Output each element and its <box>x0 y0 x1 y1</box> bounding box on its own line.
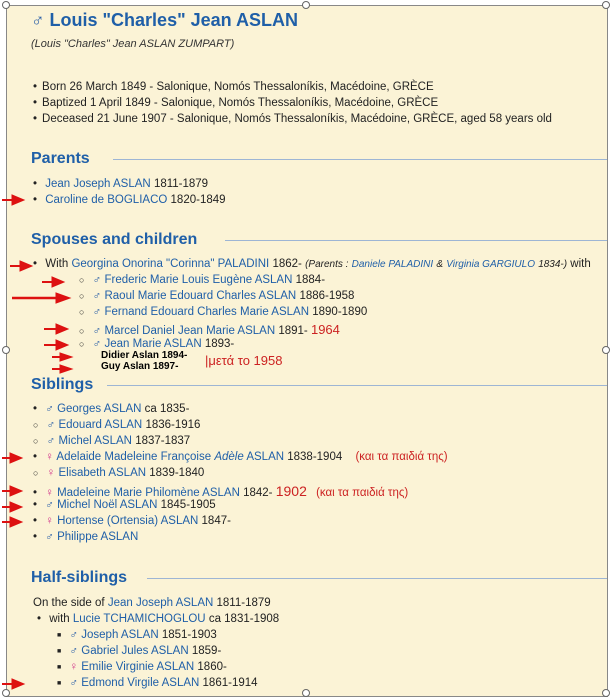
female-icon: ♀ <box>45 451 54 463</box>
half-sibling-with <box>37 613 279 625</box>
section-divider <box>107 385 607 386</box>
resize-handle[interactable] <box>302 1 310 9</box>
sibling-surname: ASLAN <box>246 451 285 463</box>
section-title-parents: Parents <box>31 150 90 167</box>
child-dates: 1893- <box>204 338 235 350</box>
half-sibling-dates: 1859- <box>191 645 222 657</box>
side-prefix: On the side of <box>33 597 105 609</box>
child-item <box>79 322 340 337</box>
sibling-link[interactable]: Elisabeth ASLAN <box>58 467 147 479</box>
sibling-item <box>33 451 448 463</box>
male-symbol-icon: ♂ <box>31 10 45 30</box>
child-dates: 1884- <box>295 274 326 286</box>
page-title: Louis "Charles" Jean ASLAN <box>49 10 298 30</box>
child-dates: 1890-1890 <box>312 306 368 318</box>
male-icon: ♂ <box>45 403 54 415</box>
handwritten-child-1: Didier Aslan 1894- <box>101 350 188 361</box>
female-icon: ♀ <box>45 487 54 499</box>
half-sibling-side <box>33 597 271 609</box>
sibling-dates: 1838-1904 <box>287 451 343 463</box>
male-icon: ♂ <box>69 645 79 657</box>
with-label: with <box>49 613 70 625</box>
sibling-dates: 1845-1905 <box>160 499 216 511</box>
male-icon: ♂ <box>92 338 102 350</box>
parent-item <box>33 178 208 190</box>
parent-item <box>33 194 226 206</box>
half-sibling-link[interactable]: Gabriel Jules ASLAN <box>81 645 189 657</box>
spouse-row <box>33 258 591 270</box>
annotation-after-1958: |μετά το 1958 <box>205 353 283 368</box>
child-dates: 1886-1958 <box>299 290 355 302</box>
child-dates: 1891- <box>278 325 308 337</box>
female-icon: ♀ <box>45 515 54 527</box>
side-dates: 1811-1879 <box>216 597 271 609</box>
male-icon: ♂ <box>69 677 79 689</box>
female-icon: ♀ <box>46 467 56 479</box>
sibling-link[interactable]: Madeleine Marie Philomène ASLAN <box>57 487 240 499</box>
half-sibling-dates: 1861-1914 <box>202 677 258 689</box>
other-parent-dates: ca 1831-1908 <box>208 613 280 625</box>
genealogy-page <box>6 5 608 697</box>
parent-link-father[interactable]: Jean Joseph ASLAN <box>45 178 151 190</box>
child-link[interactable]: Frederic Marie Louis Eugène ASLAN <box>104 274 293 286</box>
sibling-link[interactable]: Michel Noël ASLAN <box>57 499 158 511</box>
spouse-parent-link-1[interactable]: Daniele PALADINI <box>351 259 434 270</box>
sibling-item <box>33 419 200 431</box>
male-icon: ♂ <box>92 274 102 286</box>
half-sibling-item <box>57 661 227 673</box>
resize-handle[interactable] <box>2 346 10 354</box>
sibling-link[interactable] <box>56 451 284 463</box>
male-icon: ♂ <box>69 629 79 641</box>
parent-dates: 1820-1849 <box>170 194 226 206</box>
child-link[interactable]: Raoul Marie Edouard Charles ASLAN <box>104 290 297 302</box>
resize-handle[interactable] <box>302 689 310 697</box>
child-link[interactable]: Jean Marie ASLAN <box>104 338 202 350</box>
resize-handle[interactable] <box>602 1 610 9</box>
section-title-spouses: Spouses and children <box>31 231 198 248</box>
sibling-item <box>33 531 138 543</box>
sibling-item <box>33 483 408 499</box>
spouse-dates: 1862- <box>272 258 302 270</box>
spouse-link[interactable]: Georgina Onorina "Corinna" PALADINI <box>71 258 270 270</box>
resize-handle[interactable] <box>2 1 10 9</box>
half-sibling-link[interactable]: Joseph ASLAN <box>81 629 159 641</box>
male-icon: ♂ <box>92 325 102 337</box>
with-label: With <box>45 258 69 270</box>
half-sibling-item <box>57 629 217 641</box>
half-sibling-dates: 1860- <box>197 661 227 673</box>
sibling-item <box>33 403 189 415</box>
sibling-item <box>33 467 204 479</box>
sibling-item <box>33 499 216 511</box>
sibling-item <box>33 435 190 447</box>
spouse-parent-link-2[interactable]: Virginia GARGIULO <box>446 259 535 270</box>
section-divider <box>225 240 607 241</box>
half-sibling-dates: 1851-1903 <box>161 629 217 641</box>
event-baptized: • Baptized 1 April 1849 - Salonique, Nomós Thessaloníkis, Macédoine, GRÈCE <box>33 97 438 109</box>
half-sibling-item <box>57 645 221 657</box>
page-title-row <box>31 10 298 31</box>
child-item <box>79 290 354 302</box>
sibling-name: Adelaide Madeleine Françoise <box>56 451 212 463</box>
alternate-name: (Louis "Charles" Jean ASLAN ZUMPART) <box>31 38 235 50</box>
section-title-half-siblings: Half-siblings <box>31 569 128 586</box>
handwritten-child-2: Guy Aslan 1897- <box>101 361 179 372</box>
sibling-dates: 1847- <box>201 515 231 527</box>
half-sibling-link[interactable]: Edmond Virgile ASLAN <box>81 677 200 689</box>
event-born: • Born 26 March 1849 - Salonique, Nomós Thessaloníkis, Macédoine, GRÈCE <box>33 81 434 93</box>
sibling-item <box>33 515 231 527</box>
annotation-death-year: 1964 <box>310 322 340 337</box>
ampersand: & <box>436 259 444 270</box>
annotation-death-year: 1902 <box>275 483 307 499</box>
annotation-and-her-children: (και τα παιδιά της) <box>355 451 448 463</box>
event-deceased: • Deceased 21 June 1907 - Salonique, Nomós Thessaloníkis, Macédoine, GRÈCE, aged 58 years old <box>33 113 552 125</box>
child-item <box>79 306 367 318</box>
female-icon: ♀ <box>69 661 79 673</box>
spouse-parent-dates: 1834-) <box>538 259 568 270</box>
half-sibling-link[interactable]: Emilie Virginie ASLAN <box>81 661 195 673</box>
resize-handle[interactable] <box>2 689 10 697</box>
parent-link-mother[interactable]: Caroline de BOGLIACO <box>45 194 168 206</box>
sibling-link[interactable]: Michel ASLAN <box>58 435 132 447</box>
resize-handle[interactable] <box>602 689 610 697</box>
child-link[interactable]: Fernand Edouard Charles Marie ASLAN <box>104 306 310 318</box>
male-icon: ♂ <box>92 306 102 318</box>
sibling-link[interactable]: Hortense (Ortensia) ASLAN <box>57 515 199 527</box>
sibling-link[interactable]: Edouard ASLAN <box>58 419 143 431</box>
male-icon: ♂ <box>92 290 102 302</box>
section-divider <box>147 578 607 579</box>
sibling-dates: 1836-1916 <box>145 419 201 431</box>
resize-handle[interactable] <box>602 346 610 354</box>
child-item <box>79 338 234 350</box>
section-title-siblings: Siblings <box>31 376 94 393</box>
half-sibling-item <box>57 677 258 689</box>
male-icon: ♂ <box>45 499 54 511</box>
sibling-nickname: Adèle <box>214 451 244 463</box>
male-icon: ♂ <box>45 531 54 543</box>
with-tail: with <box>570 258 591 270</box>
sibling-dates: 1837-1837 <box>135 435 191 447</box>
sibling-dates: 1839-1840 <box>149 467 205 479</box>
male-icon: ♂ <box>46 419 56 431</box>
spouse-parents-prefix: (Parents : <box>305 259 349 270</box>
child-item <box>79 274 325 286</box>
sibling-dates: 1842- <box>243 487 273 499</box>
sibling-link[interactable]: Georges ASLAN <box>57 403 142 415</box>
male-icon: ♂ <box>46 435 56 447</box>
other-parent-link[interactable]: Lucie TCHAMICHOGLOU <box>72 613 206 625</box>
parent-dates: 1811-1879 <box>153 178 209 190</box>
section-divider <box>113 159 607 160</box>
sibling-link[interactable]: Philippe ASLAN <box>57 531 139 543</box>
sibling-dates: ca 1835- <box>144 403 190 415</box>
side-parent-link[interactable]: Jean Joseph ASLAN <box>107 597 214 609</box>
annotation-and-her-children: (και τα παιδιά της) <box>316 487 409 499</box>
child-link[interactable]: Marcel Daniel Jean Marie ASLAN <box>104 325 276 337</box>
